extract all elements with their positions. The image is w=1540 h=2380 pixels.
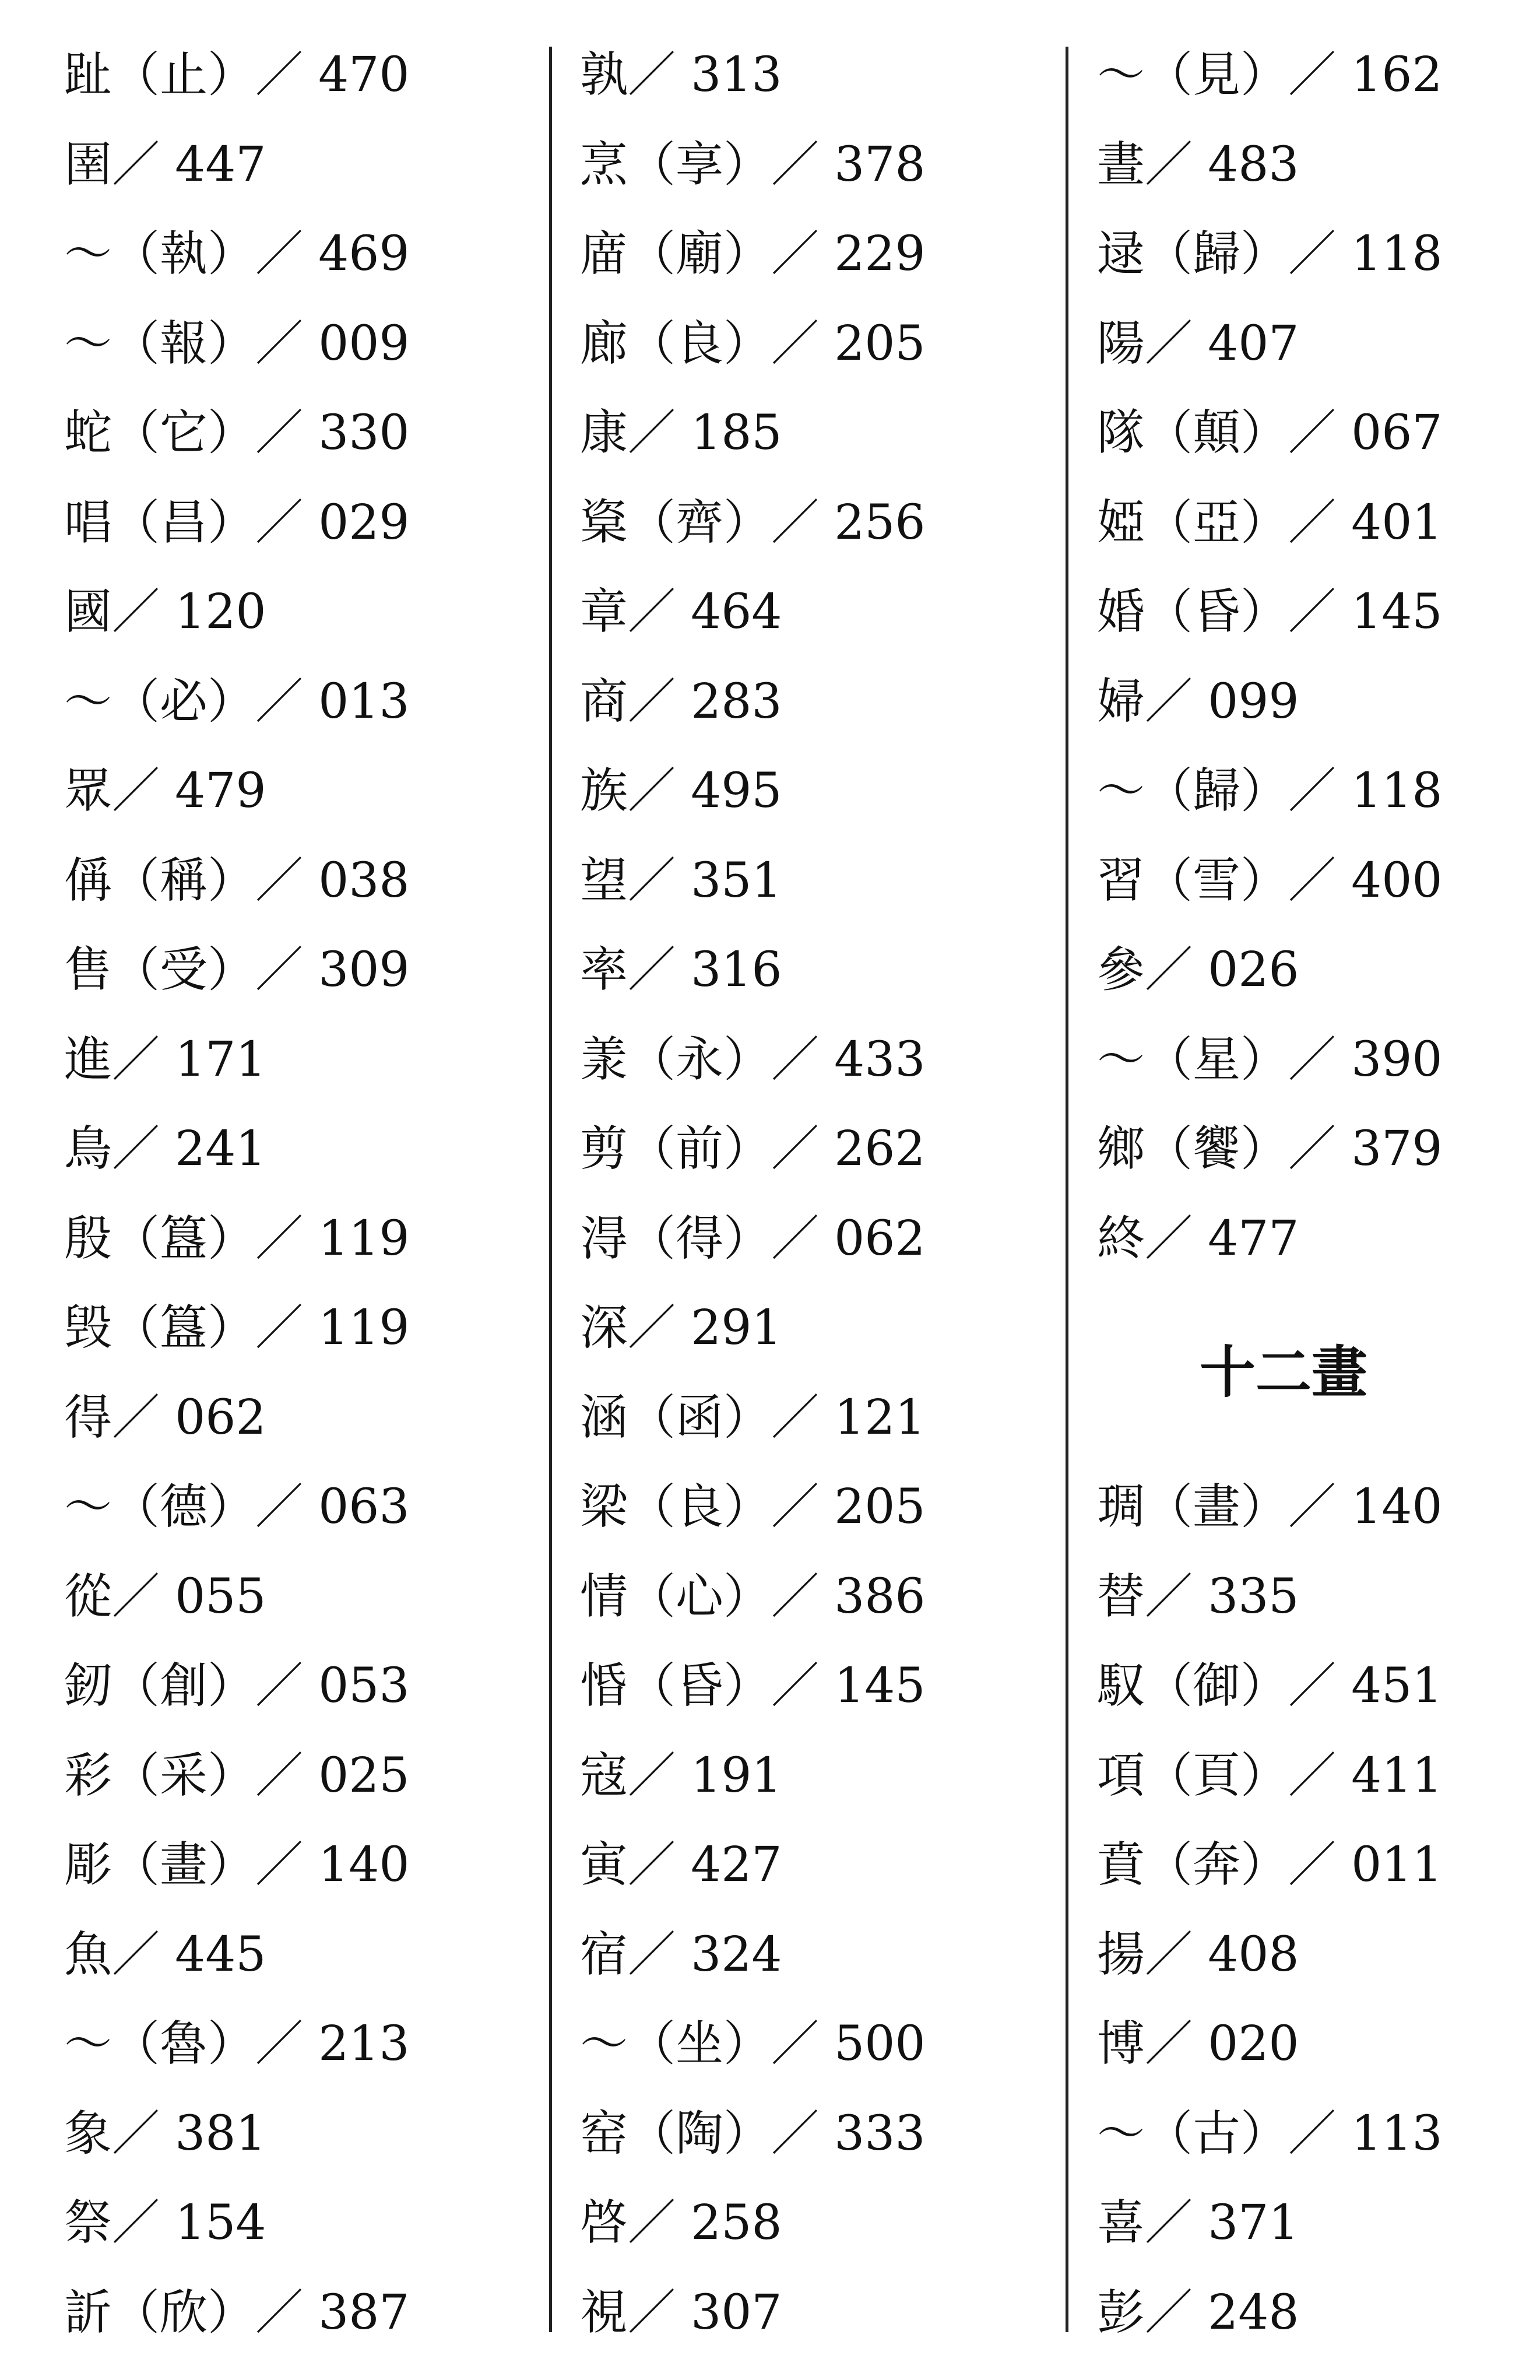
index-entry: [1097, 1641, 1517, 1731]
index-entry: [64, 1462, 530, 1552]
entry-character: 晝: [1097, 136, 1145, 192]
index-entry: [580, 478, 1046, 568]
entry-reference: （見）／ 162: [1145, 47, 1443, 103]
index-entry: [580, 388, 1046, 478]
entry-reference: ／ 026: [1145, 942, 1299, 998]
index-entry: [580, 1820, 1046, 1910]
entry-character: 婦: [1097, 673, 1145, 729]
index-column-2: [580, 30, 1046, 2345]
entry-character: 進: [64, 1031, 112, 1087]
index-entry: [64, 925, 530, 1015]
entry-reference: （簋）／ 119: [112, 1210, 410, 1266]
index-entry: [580, 925, 1046, 1015]
entry-character: 庿: [580, 226, 628, 282]
index-entry: [580, 1731, 1046, 1821]
entry-reference: （得）／ 062: [628, 1210, 926, 1266]
entry-character: 羕: [580, 1031, 628, 1087]
entry-character: 寇: [580, 1747, 628, 1803]
entry-reference: （止）／ 470: [112, 47, 410, 103]
index-entry: [64, 388, 530, 478]
entry-character: 隊: [1097, 405, 1145, 461]
entry-reference: ／ 055: [112, 1568, 266, 1624]
entry-reference: ／ 291: [628, 1300, 782, 1356]
index-entry: [64, 30, 530, 120]
entry-reference: （陶）／ 333: [628, 2105, 926, 2161]
entry-character: 剪: [580, 1121, 628, 1177]
index-entry: [64, 1731, 530, 1821]
entry-reference: ／ 479: [112, 763, 266, 819]
entry-reference: （創）／ 053: [112, 1658, 410, 1714]
index-entry: [1097, 925, 1517, 1015]
index-entry: [64, 567, 530, 657]
entry-reference: ／ 427: [628, 1837, 782, 1893]
entry-character: 揚: [1097, 1926, 1145, 1982]
index-entry: [1097, 299, 1517, 389]
entry-character: 深: [580, 1300, 628, 1356]
index-entry: [580, 1283, 1046, 1373]
entry-character: 族: [580, 763, 628, 819]
entry-character: ～: [1097, 1031, 1145, 1087]
entry-character: 象: [64, 2105, 112, 2161]
entry-character: 偁: [64, 852, 112, 908]
entry-character: 陽: [1097, 315, 1145, 371]
index-entry: [1097, 567, 1517, 657]
entry-character: ～: [64, 1479, 112, 1535]
entry-reference: ／ 447: [112, 136, 266, 192]
index-entry: [1097, 1104, 1517, 1194]
entry-character: 視: [580, 2284, 628, 2340]
entry-reference: ／ 307: [628, 2284, 782, 2340]
entry-reference: ／ 464: [628, 584, 782, 640]
index-entry: [580, 2268, 1046, 2358]
index-entry: [64, 1552, 530, 1642]
entry-reference: ／ 445: [112, 1926, 266, 1982]
entry-reference: ／ 495: [628, 763, 782, 819]
section-heading: 十二畫: [1200, 1340, 1367, 1405]
entry-character: 梁: [580, 1479, 628, 1535]
index-entry: [1097, 478, 1517, 568]
entry-character: 項: [1097, 1747, 1145, 1803]
index-entry: [580, 299, 1046, 389]
entry-character: 鄉: [1097, 1121, 1145, 1177]
entry-character: 康: [580, 405, 628, 461]
entry-character: 喜: [1097, 2195, 1145, 2251]
entry-character: ～: [64, 673, 112, 729]
index-entry: [64, 657, 530, 747]
entry-reference: ／ 408: [1145, 1926, 1299, 1982]
index-entry: [580, 1194, 1046, 1284]
entry-reference: ／ 241: [112, 1121, 266, 1177]
entry-reference: （必）／ 013: [112, 673, 410, 729]
entry-reference: ／ 120: [112, 584, 266, 640]
entry-reference: ／ 099: [1145, 673, 1299, 729]
entry-reference: （心）／ 386: [628, 1568, 926, 1624]
entry-character: 寅: [580, 1837, 628, 1893]
entry-character: ～: [1097, 763, 1145, 819]
index-entry: [580, 1373, 1046, 1463]
index-entry: [64, 1283, 530, 1373]
entry-reference: （受）／ 309: [112, 942, 410, 998]
entry-reference: （奔）／ 011: [1145, 1837, 1443, 1893]
entry-reference: （良）／ 205: [628, 1479, 926, 1535]
entry-reference: （簋）／ 119: [112, 1300, 410, 1356]
entry-reference: ／ 371: [1145, 2195, 1299, 2251]
entry-character: ～: [580, 2016, 628, 2072]
entry-character: 烹: [580, 136, 628, 192]
entry-reference: （昏）／ 145: [1145, 584, 1443, 640]
index-entry: [64, 120, 530, 210]
entry-reference: （畫）／ 140: [1145, 1479, 1443, 1535]
entry-reference: ／ 316: [628, 942, 782, 998]
entry-character: 蛇: [64, 405, 112, 461]
entry-character: 章: [580, 584, 628, 640]
index-entry: [580, 836, 1046, 926]
index-column-1: [64, 30, 530, 2345]
entry-reference: （歸）／ 118: [1145, 226, 1443, 282]
index-entry: [580, 1910, 1046, 2000]
entry-character: 彭: [1097, 2284, 1145, 2340]
index-entry: [1097, 2268, 1517, 2358]
index-entry: [64, 478, 530, 568]
entry-character: 彫: [64, 1837, 112, 1893]
entry-character: 魚: [64, 1926, 112, 1982]
entry-reference: ／ 477: [1145, 1210, 1299, 1266]
index-entry: [580, 1462, 1046, 1552]
entry-reference: ／ 324: [628, 1926, 782, 1982]
entry-reference: （魯）／ 213: [112, 2016, 410, 2072]
entry-reference: （報）／ 009: [112, 315, 410, 371]
index-entry: [64, 2268, 530, 2358]
entry-character: ～: [64, 2016, 112, 2072]
index-entry: [580, 30, 1046, 120]
entry-reference: ／ 313: [628, 47, 782, 103]
entry-character: 彩: [64, 1747, 112, 1803]
index-entry: [1097, 1999, 1517, 2089]
index-entry: [580, 120, 1046, 210]
entry-reference: （稱）／ 038: [112, 852, 410, 908]
entry-reference: ／ 351: [628, 852, 782, 908]
entry-character: 惛: [580, 1658, 628, 1714]
entry-character: 圉: [64, 136, 112, 192]
entry-character: 國: [64, 584, 112, 640]
entry-reference: （畫）／ 140: [112, 1837, 410, 1893]
entry-reference: （良）／ 205: [628, 315, 926, 371]
entry-reference: （欣）／ 387: [112, 2284, 410, 2340]
entry-reference: （齊）／ 256: [628, 494, 926, 550]
index-entry: [64, 1641, 530, 1731]
index-entry: [1097, 657, 1517, 747]
entry-character: 馭: [1097, 1658, 1145, 1714]
index-entry: [580, 1015, 1046, 1105]
entry-reference: （永）／ 433: [628, 1031, 926, 1087]
entry-character: 趾: [64, 47, 112, 103]
index-entry: [64, 1820, 530, 1910]
entry-character: 商: [580, 673, 628, 729]
index-entry: [580, 1552, 1046, 1642]
index-entry: [64, 1999, 530, 2089]
index-entry: [1097, 2178, 1517, 2268]
entry-reference: （德）／ 063: [112, 1479, 410, 1535]
entry-character: ～: [64, 226, 112, 282]
entry-reference: （它）／ 330: [112, 405, 410, 461]
entry-character: 婚: [1097, 584, 1145, 640]
entry-character: 淂: [580, 1210, 628, 1266]
entry-reference: （廟）／ 229: [628, 226, 926, 282]
entry-reference: （前）／ 262: [628, 1121, 926, 1177]
index-entry: [580, 746, 1046, 836]
index-entry: [1097, 209, 1517, 299]
entry-reference: ／ 154: [112, 2195, 266, 2251]
entry-reference: （顛）／ 067: [1145, 405, 1443, 461]
entry-character: ～: [1097, 2105, 1145, 2161]
entry-character: 涵: [580, 1389, 628, 1445]
index-entry: [1097, 1194, 1517, 1284]
entry-character: 逯: [1097, 226, 1145, 282]
index-entry: [580, 1641, 1046, 1731]
entry-character: 參: [1097, 942, 1145, 998]
entry-reference: （享）／ 378: [628, 136, 926, 192]
entry-character: 替: [1097, 1568, 1145, 1624]
index-entry: [1097, 1015, 1517, 1105]
entry-reference: （昌）／ 029: [112, 494, 410, 550]
index-entry: [64, 746, 530, 836]
index-entry: [1097, 1731, 1517, 1821]
entry-character: 釰: [64, 1658, 112, 1714]
index-entry: [64, 209, 530, 299]
entry-character: 得: [64, 1389, 112, 1445]
entry-character: 殷: [64, 1210, 112, 1266]
entry-character: 博: [1097, 2016, 1145, 2072]
entry-reference: ／ 171: [112, 1031, 266, 1087]
entry-reference: （饗）／ 379: [1145, 1121, 1443, 1177]
entry-character: ～: [1097, 47, 1145, 103]
entry-reference: （函）／ 121: [628, 1389, 926, 1445]
entry-reference: （歸）／ 118: [1145, 763, 1443, 819]
entry-reference: ／ 483: [1145, 136, 1299, 192]
entry-character: 孰: [580, 47, 628, 103]
entry-character: 楶: [580, 494, 628, 550]
column-divider: [1066, 47, 1068, 2332]
entry-reference: （執）／ 469: [112, 226, 410, 282]
entry-character: 率: [580, 942, 628, 998]
entry-reference: ／ 258: [628, 2195, 782, 2251]
entry-character: ～: [64, 315, 112, 371]
entry-reference: ／ 283: [628, 673, 782, 729]
index-entry: [64, 2089, 530, 2179]
entry-reference: （雪）／ 400: [1145, 852, 1443, 908]
entry-character: 售: [64, 942, 112, 998]
index-entry: [580, 567, 1046, 657]
index-entry: [64, 299, 530, 389]
index-entry: [580, 209, 1046, 299]
entry-reference: ／ 381: [112, 2105, 266, 2161]
index-entry: [1097, 388, 1517, 478]
index-entry: [64, 1910, 530, 2000]
index-column-3: [1097, 30, 1517, 2345]
entry-reference: （昏）／ 145: [628, 1658, 926, 1714]
entry-character: 鳥: [64, 1121, 112, 1177]
entry-character: 廊: [580, 315, 628, 371]
entry-character: 啓: [580, 2195, 628, 2251]
entry-character: 唱: [64, 494, 112, 550]
index-entry: [64, 1015, 530, 1105]
index-entry: [1097, 120, 1517, 210]
index-entry: [1097, 746, 1517, 836]
entry-character: 望: [580, 852, 628, 908]
index-entry: [1097, 2089, 1517, 2179]
entry-reference: （古）／ 113: [1145, 2105, 1443, 2161]
index-entry: [1097, 1820, 1517, 1910]
index-entry: [1097, 1462, 1517, 1552]
entry-character: 訢: [64, 2284, 112, 2340]
entry-reference: （御）／ 451: [1145, 1658, 1443, 1714]
index-entry: [1097, 1552, 1517, 1642]
index-entry: [580, 1104, 1046, 1194]
entry-reference: ／ 191: [628, 1747, 782, 1803]
entry-reference: ／ 407: [1145, 315, 1299, 371]
entry-character: 賁: [1097, 1837, 1145, 1893]
entry-reference: （亞）／ 401: [1145, 494, 1443, 550]
index-entry: [64, 1104, 530, 1194]
index-entry: [64, 1373, 530, 1463]
entry-character: 祭: [64, 2195, 112, 2251]
entry-character: 琱: [1097, 1479, 1145, 1535]
entry-reference: （坐）／ 500: [628, 2016, 926, 2072]
entry-reference: （星）／ 390: [1145, 1031, 1443, 1087]
column-divider: [549, 47, 552, 2332]
entry-character: 從: [64, 1568, 112, 1624]
index-entry: [1097, 30, 1517, 120]
index-entry: [1097, 1910, 1517, 2000]
index-entry: [580, 1999, 1046, 2089]
index-entry: [580, 657, 1046, 747]
entry-character: 眾: [64, 763, 112, 819]
entry-reference: ／ 335: [1145, 1568, 1299, 1624]
index-entry: [64, 1194, 530, 1284]
entry-reference: （采）／ 025: [112, 1747, 410, 1803]
index-entry: [1097, 836, 1517, 926]
entry-reference: ／ 185: [628, 405, 782, 461]
entry-reference: ／ 248: [1145, 2284, 1299, 2340]
entry-character: 宿: [580, 1926, 628, 1982]
index-entry: [64, 2178, 530, 2268]
entry-character: 窑: [580, 2105, 628, 2161]
index-entry: [580, 2089, 1046, 2179]
entry-character: 情: [580, 1568, 628, 1624]
entry-character: 毁: [64, 1300, 112, 1356]
entry-character: 婭: [1097, 494, 1145, 550]
entry-reference: ／ 062: [112, 1389, 266, 1445]
entry-reference: （頁）／ 411: [1145, 1747, 1443, 1803]
entry-character: 習: [1097, 852, 1145, 908]
index-entry: [64, 836, 530, 926]
index-entry: [580, 2178, 1046, 2268]
entry-reference: ／ 020: [1145, 2016, 1299, 2072]
entry-character: 終: [1097, 1210, 1145, 1266]
